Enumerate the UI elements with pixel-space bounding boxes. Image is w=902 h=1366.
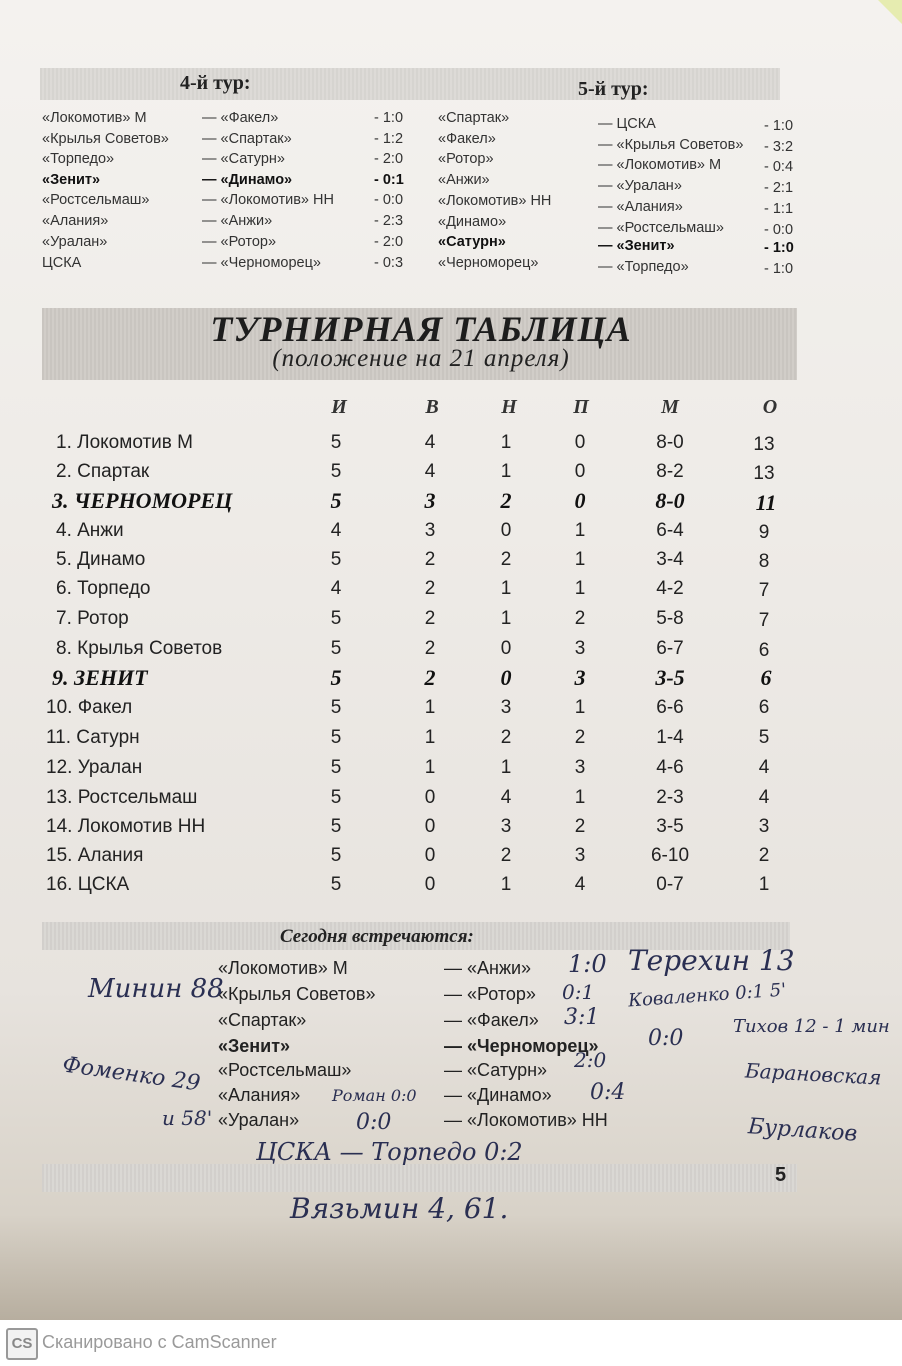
table-row-zenit: 9. ЗЕНИТ 5 2 0 3 3-5 6 <box>52 665 772 690</box>
table-row: 12. Уралан 5 1 1 3 4-6 4 <box>46 757 770 778</box>
table-row: 6. Торпедо 4 2 1 1 4-2 7 <box>56 578 770 601</box>
scanned-page: 4-й тур: 5-й тур: «Локомотив» М — «Факел» - 1:0 «Крылья Советов» — «Спартак» - 1:2 «Торпедо» — «Сатурн» - 2:0 «Зенит» — «Динамо» - 0:1 «Ростсельмаш» — «Локомотив» НН - 0:0 «Алания» — «Анжи» - 2:3 «Уралан» — «Ротор» - 2:0 ЦСКА — «Черноморец» - 0:3 «Спартак» — ЦСКА - 1:0 «Факел» — «Крылья Советов» - 3:2 «Ротор» — «Локомотив» М - 0:4 «Анжи» — «Уралан» - 2:1 «Локомотив» НН — «Алания» - 1:1 «Динамо» — «Ростсельмаш» - 0:0 «Сатурн» — «Зенит» - 1:0 «Черноморец» — «Торпедо» - 1:0 ТУРНИРНАЯ ТАБЛИЦА (положение на 21 апреля) И В Н П М О 1. Локомотив М 5 4 1 0 8-0 13 2. Спартак 5 4 1 0 8-2 13 3. ЧЕРНОМОРЕЦ 5 3 2 0 8-0 11 4. Анжи 4 3 0 1 6-4 9 5. Динамо 5 2 2 1 3-4 8 6. Торпедо 4 2 1 1 4-2 7 7. Ротор 5 2 1 2 5-8 7 8. Крылья Советов 5 2 0 3 6-7 6 9. ЗЕНИТ 5 2 0 3 3-5 6 10. Факел 5 1 3 1 6-6 6 11. Сатурн 5 1 2 2 1-4 5 12. Уралан 5 1 1 3 4-6 4 13. Ростсельмаш 5 0 4 1 2-3 4 14. Локомотив НН 5 0 3 2 3-5 3 15. Алания 5 0 2 3 6-10 2 16. ЦСКА 5 0 1 4 0-7 1 Сегодня встречаются: «Локомотив» М — «Анжи» «Крылья Советов» — «Ротор» «Спартак» — «Факел» «Зенит» — «Черноморец» «Ростсельмаш» — «Сатурн» «Алания» — «Динамо» «Уралан» — «Локомотив» НН 5 1:0 Терехин 13 Минин 88 0:1 Коваленко 0:1 5' 3:1 0:0 Тихов 12 - 1 мин 2:0 Фоменко 29 Барановская Роман 0:0 0:4 и 58' 0:0 Бурлаков ЦСКА — Торпедо 0:2 Вязьмин 4, 61. <box>0 0 902 1320</box>
table-row: 15. Алания 5 0 2 3 6-10 2 <box>46 845 770 866</box>
table-row-chernomorets: 3. ЧЕРНОМОРЕЦ 5 3 2 0 8-0 11 <box>52 488 777 515</box>
table-row: 16. ЦСКА 5 0 1 4 0-7 1 <box>46 874 770 895</box>
handwritten-scorer: Барановская <box>744 1058 883 1090</box>
handwritten-scorer: Терехин 13 <box>628 944 795 977</box>
handwritten-attendance: Вязьмин 4, 61. <box>290 1192 509 1225</box>
col-points: О <box>762 396 778 418</box>
today-title: Сегодня встречаются: <box>280 926 474 947</box>
table-row: 5. Динамо 5 2 2 1 3-4 8 <box>56 549 770 572</box>
standings-subtitle: (положение на 21 апреля) <box>272 345 570 372</box>
col-drawn: Н <box>501 396 517 418</box>
col-lost: П <box>573 396 589 418</box>
col-won: В <box>425 396 439 418</box>
handwritten-scorer: Коваленко 0:1 5' <box>627 979 787 1012</box>
table-row: 11. Сатурн 5 1 2 2 1-4 5 <box>46 727 770 748</box>
handwritten-scorer: Бурлаков <box>747 1114 859 1147</box>
standings-title: ТУРНИРНАЯ ТАБЛИЦА <box>210 309 632 349</box>
table-row: 10. Факел 5 1 3 1 6-6 6 <box>46 697 770 718</box>
handwritten-score: 3:1 <box>564 1005 600 1030</box>
table-row: 14. Локомотив НН 5 0 3 2 3-5 3 <box>46 816 770 837</box>
handwritten-score: 1:0 <box>568 950 607 978</box>
handwritten-score: 0:0 <box>648 1026 684 1051</box>
table-row: 4. Анжи 4 3 0 1 6-4 9 <box>56 520 770 543</box>
table-row: 2. Спартак 5 4 1 0 8-2 13 <box>56 461 775 484</box>
tour-5-title: 5-й тур: <box>578 78 649 100</box>
handwritten-score: 0:1 <box>562 980 595 1004</box>
handwritten-scorer-left: Фоменко 29 <box>60 1052 202 1097</box>
page-corner <box>878 0 902 24</box>
tour-4-title: 4-й тур: <box>180 72 251 94</box>
handwritten-score: 0:0 <box>356 1110 392 1135</box>
table-row: 8. Крылья Советов 5 2 0 3 6-7 6 <box>56 638 770 661</box>
handwritten-scorer-left: Минин 88 <box>88 974 224 1004</box>
page-number: 5 <box>775 1164 787 1186</box>
handwritten-extra-match: ЦСКА — Торпедо 0:2 <box>256 1138 523 1166</box>
camscanner-watermark: Сканировано с CamScanner <box>42 1332 277 1352</box>
handwritten-note: Роман 0:0 <box>332 1086 417 1105</box>
col-played: И <box>331 396 347 418</box>
handwritten-score: 0:4 <box>590 1080 626 1105</box>
page-footer-band <box>42 1164 797 1192</box>
handwritten-score: 2:0 <box>574 1048 607 1072</box>
camscanner-logo-icon: CS <box>6 1328 38 1360</box>
handwritten-scorer: Тихов 12 - 1 мин <box>733 1016 890 1037</box>
handwritten-scorer-left: и 58' <box>162 1106 213 1130</box>
tour-header-band <box>40 68 780 100</box>
table-row: 13. Ростсельмаш 5 0 4 1 2-3 4 <box>46 787 770 808</box>
table-row: 1. Локомотив М 5 4 1 0 8-0 13 <box>56 432 775 455</box>
table-row: 7. Ротор 5 2 1 2 5-8 7 <box>56 608 770 631</box>
col-goals: М <box>661 396 679 418</box>
